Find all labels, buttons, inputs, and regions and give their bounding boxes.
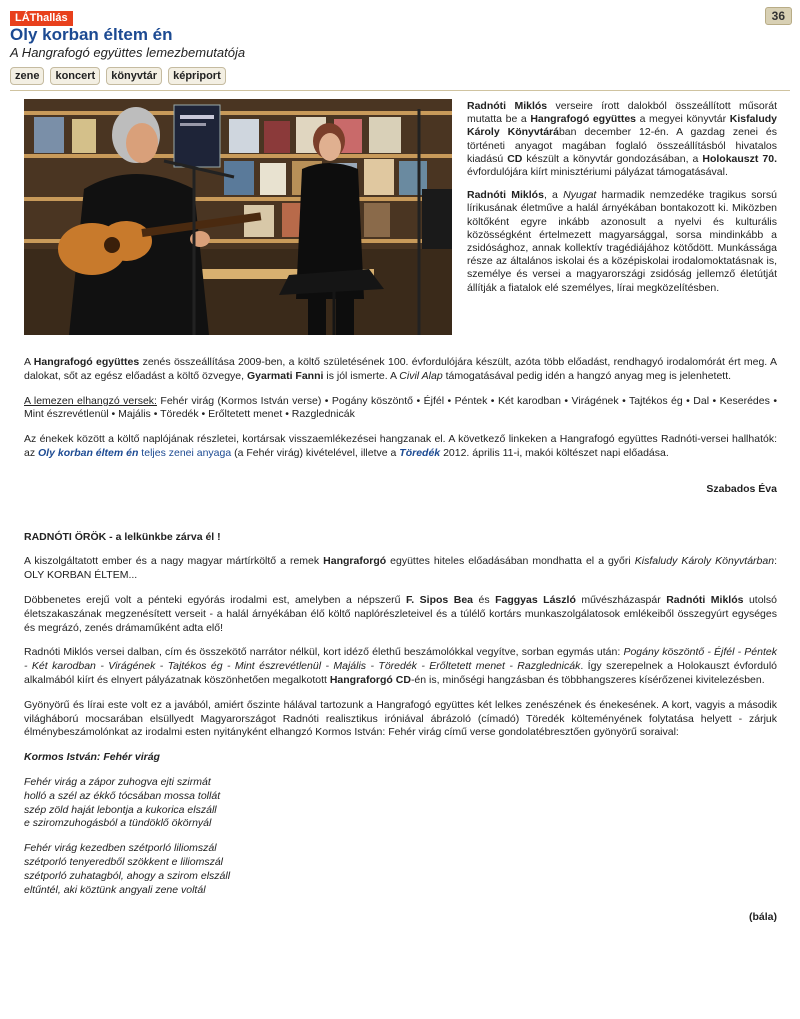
song-list-label: A lemezen elhangzó versek:	[24, 394, 157, 407]
article-body	[24, 356, 777, 936]
intro-paragraph-1: Radnóti Miklós verseire írott dalokból összeállított műsorát mutatta be a Hangrafogó együttes a megyei könyvtár Kisfaludy Károly Könyvtárában december 12-én. A gazdag zenei és történeti anyagot magában foglaló összeállításból hivatalos kiadású CD készült a könyvtár gondozásában, a Holokauszt 70. évfordulójára kiírt minisztériumi pályázat támogatásával.	[467, 100, 777, 179]
tag-zene[interactable]: zene	[10, 67, 44, 85]
author-signature: Szabados Éva	[706, 482, 777, 495]
topbar	[10, 8, 73, 26]
article2-paragraph-2: Döbbenetes erejű volt a pénteki egyórás irodalmi est, amelyben a népszerű F. Sipos Bea és Faggyas László művészházaspár Radnóti Miklós utolsó életszakaszának megzenésített verseit - a halál árnyékában élő költő naplórészleteivel és a túlélő kortárs munkaszolgálatosok emlékeiből összegyúrt egységes és megrázó, zenés drámaműként adta elő!	[24, 593, 777, 634]
album-link[interactable]: Oly korban éltem én	[38, 446, 139, 459]
concert-photo	[24, 99, 452, 335]
article2-paragraph-1: A kiszolgáltatott ember és a nagy magyar mártírköltő a remek Hangraforgó együttes hiteles előadásában mondhatta el a győri Kisfaludy Károly Könyvtárban: OLY KORBAN ÉLTEM...	[24, 555, 777, 582]
tag-koncert[interactable]: koncert	[50, 67, 100, 85]
tag-konyvtar[interactable]: könyvtár	[106, 67, 162, 85]
poem-stanza-2: Fehér virág kezedben szétporló liliomszál szétporló tenyeredből szökkent e liliomszál szétporló zuhatagból, ahogy a szirom elszáll eltűntél, aki köztünk angyali zene voltál	[24, 842, 231, 896]
page-number-badge: 36	[765, 7, 792, 25]
intro-paragraph-2: Radnóti Miklós, a Nyugat harmadik nemzedéke tragikus sorsú lírikusának életműve a halál árnyékában bontakozott ki. Miközben költőként egyre inkább azonosult a nyelvi és kulturális közösségként értelmezett magyarsággal, sorsa mindinkább a zsidósághoz, annak kollektív tragédiájához kötődött. Munkássága része az általános iskolai és a középiskolai irodalomoktatásnak is, személye és versei a magyarországi zsidóság jellemző életútját állítják a fiatalok elé személyes, lírai megközelítésben.	[467, 189, 777, 294]
tag-list	[10, 67, 226, 85]
poem-title: Kormos István: Fehér virág	[24, 751, 160, 764]
header-divider	[10, 90, 790, 91]
article2-signature: (bála)	[748, 911, 777, 924]
tag-kepriport[interactable]: képriport	[168, 67, 226, 85]
full-music-link[interactable]: teljes zenei anyaga	[138, 446, 232, 459]
article2-paragraph-3: Radnóti Miklós versei dalban, cím és összekötő narrátor nélkül, kort idéző élethű beszámolókkal vegyítve, sorban egymás után: Pogány köszöntő - Éjfél - Péntek - Két karodban - Virágének - Tajtékos ég - Mint észrevétlenül - Majális - Töredék - Erőltetett menet - Razglednicák. Így szerepelnek a Holokauszt évforduló alkalmából kiírt és elnyert pályázatnak köszönhetően megalkotott Hangraforgó CD-én is, minőségi hangzásban és többhangszeres kísérőzenei kivitelezésben.	[24, 646, 777, 686]
intro-paragraph-5: Az énekek között a költő naplójának részletei, kortársak visszaemlékezései hangzanak el. A következő linkeken a Hangrafogó együttes Radnóti-versei hallhatók: az Oly korban éltem én teljes zenei anyaga (a Fehér virág) kivételével, illetve a Töredék 2012. április 11-i, makói költészet napi előadása.	[24, 433, 777, 459]
article2-paragraph-4: Gyönyörű és lírai este volt ez a javából, amiért őszinte hálával tartozunk a Hangrafogó együttes két lelkes zenészének és énekesének. A kort, vagyis a második világháború mocsarában elsüllyedt Magyarországot Radnóti realisztikus iróniával ábrázoló (címadó) Töredék költeményének folytatása helyett - zárjuk élménybeszámolónkat az irodalmi esten nyitányként elhangzó Kormos István: Fehér virág című verse gondolatébresztően gyönyörű soraival:	[24, 698, 777, 739]
poem-stanza-1: Fehér virág a zápor zuhogva ejti szirmát holló a szél az ékkő tócsában mossa tollát szép zöld haját lebontja a kukorica elszáll e sziromzuhogásból a tündöklő ökörnyál	[24, 775, 221, 830]
intro-side-column	[467, 100, 777, 305]
article2-heading: RADNÓTI ÖRÖK - a lelkünkbe zárva él !	[24, 530, 221, 543]
section-badge[interactable]: LÁThallás	[10, 11, 73, 26]
song-list: A lemezen elhangzó versek: Fehér virág (Kormos István verse) • Pogány köszöntő • Éjfél • Péntek • Két karodban • Virágének • Tajtékos ég • Dal • Keserédes • Mint észrevétlenül • Majális • Töredék • Erőltetett menet • Razglednicák	[24, 394, 777, 421]
page-subtitle: A Hangrafogó együttes lemezbemutatója	[10, 45, 246, 60]
intro-paragraph-3: A Hangrafogó együttes zenés összeállítása 2009-ben, a költő születésének 100. évfordulójára készült, azóta több előadást, rendhagyó irodalomórát ért meg. A dalokat, sőt az egész előadást a költő özvegye, Gyarmati Fanni is jól ismerte. A Civil Alap támogatásával pedig idén a hangzó anyag meg is jelenhetett.	[24, 356, 778, 382]
page-title: Oly korban éltem én	[10, 25, 173, 44]
toredek-link[interactable]: Töredék	[399, 446, 441, 459]
